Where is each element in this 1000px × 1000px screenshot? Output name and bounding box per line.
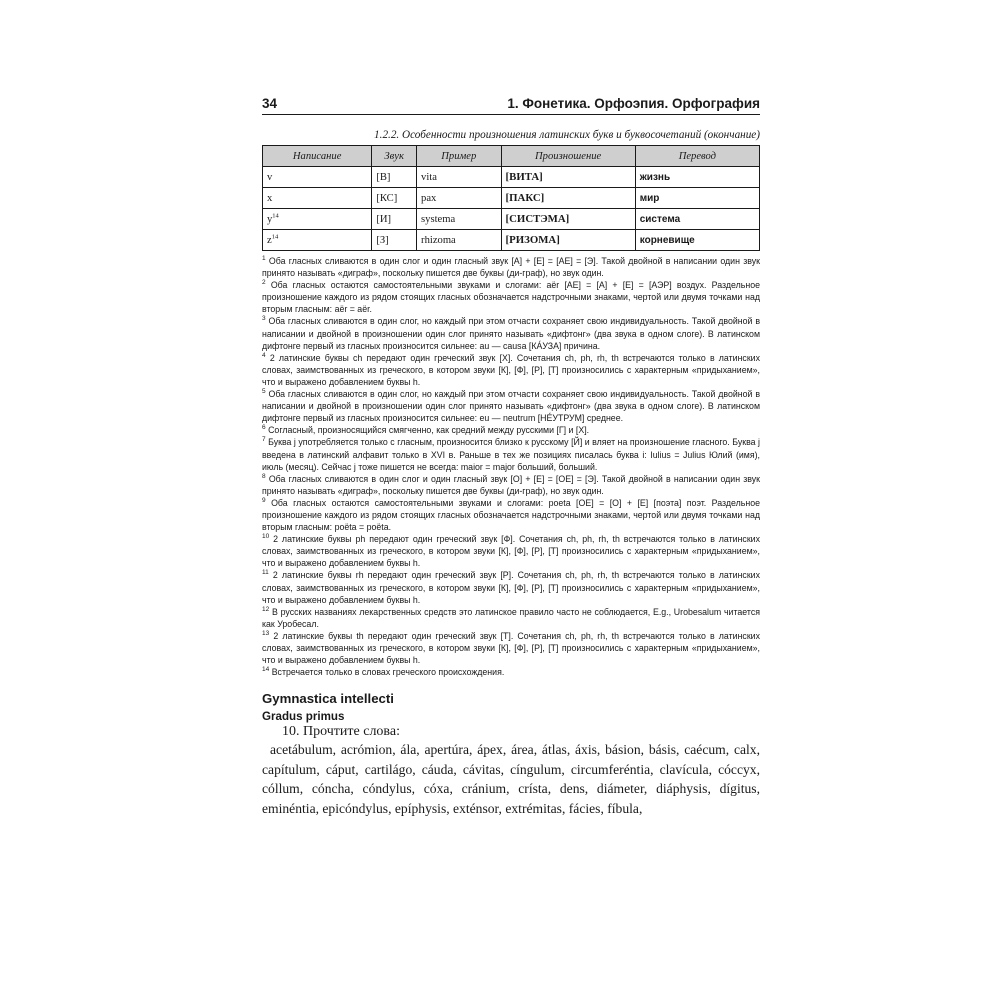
cell-translation: система <box>635 209 759 230</box>
footnote: $^9$ Оба гласных остаются самостоятельными звуками и слогами: poeta [ОЕ] = [О] + [Е] [поэта] поэт. Раздельное произношение каждого из рядом стоящих гласных обозначается надстрочными знаками, чертой или двумя точками над вторым гласным: poёta = poëta. <box>262 496 760 533</box>
chapter-title: 1. Фонетика. Орфоэпия. Орфография <box>507 96 760 111</box>
col-header-example: Пример <box>417 146 501 167</box>
footnote: $^{10}$ 2 латинские буквы ph передают один греческий звук [Ф]. Сочетания ch, ph, rh, th встречаются только в латинских словах, заимствованных из греческого, в котором звуки [К], [Ф], [Р], [Т] произносились с характерным «придыханием», что и выражено добавлением буквы h. <box>262 533 760 569</box>
footnote: $^{14}$ Встречается только в словах греческого происхождения. <box>262 666 505 678</box>
footnote: $^8$ Оба гласных сливаются в один слог и один гласный звук [О] + [Е] = [ОЕ] = [Э]. Такой двойной в написании один звук принято называть «диграф», поскольку пишется две буквы (ди-граф), но звук один. <box>262 472 760 496</box>
footnote: $^2$ Оба гласных остаются самостоятельными звуками и слогами: aër [АЕ] = [А] + [Е] = [АЭР] воздух. Раздельное произношение каждого из рядом стоящих гласных обозначается надстрочными знаками, чертой или двумя точками над вторым гласным: aёr = aër. <box>262 279 760 315</box>
cell-pronunciation: [СИСТЭМА] <box>501 209 635 230</box>
cell-letter: v <box>263 167 372 188</box>
footnote: $^3$ Оба гласных сливаются в один слог, но каждый при этом отчасти сохраняет свою индивидуальность. Такой двойной в написании и двойной в произношении один слог принято называть «дифтонг» (два звука в одном слоге). В латинском дифтонге первый из гласных произносится сильнее: au — causa [КА́УЗА] причина. <box>262 315 760 351</box>
cell-sound: [И] <box>372 209 417 230</box>
cell-letter: $z^{14}$ <box>263 230 372 251</box>
col-header-spelling: Написание <box>263 146 372 167</box>
exercise-words: acetábulum, acrómion, ála, apertúra, ápex, área, átlas, áxis, básion, básis, caécum, calx, capítulum, cáput, cartilágo, cáuda, cávitas, cíngulum, circumferéntia, clavícula, cóccyx, cóllum, cóncha, cóndylus, cóxa, cránium, crísta, dens, diámeter, diáphysis, dígitus, eminéntia, epicóndylus, epíphysis, exténsor, extrémitas, fácies, fíbula, <box>262 742 760 816</box>
cell-example: systema <box>417 209 501 230</box>
cell-letter: x <box>263 188 372 209</box>
page-header <box>262 96 760 115</box>
cell-example: pax <box>417 188 501 209</box>
exercise-task: 10. Прочтите слова: <box>282 724 400 740</box>
col-header-sound: Звук <box>372 146 417 167</box>
cell-translation: корневище <box>635 230 759 251</box>
cell-sound: [КС] <box>372 188 417 209</box>
cell-pronunciation: [ПАКС] <box>501 188 635 209</box>
footnote: $^{11}$ 2 латинские буквы rh передают один греческий звук [Р]. Сочетания ch, ph, rh, th встречаются только в латинских словах, заимствованных из греческого, в котором звуки [К], [Ф], [Р], [Т] произносились с характерным «придыханием», что и выражено добавлением буквы h. <box>262 569 760 605</box>
table-row <box>263 167 760 188</box>
col-header-pronunciation: Произношение <box>501 146 635 167</box>
cell-sound: [В] <box>372 167 417 188</box>
cell-pronunciation: [РИЗОМА] <box>501 230 635 251</box>
footnote: $^5$ Оба гласных сливаются в один слог, но каждый при этом отчасти сохраняет свою индивидуальность. Такой двойной в написании и двойной в произношении один слог принято называть «дифтонг» (два звука в одном слоге). В латинском дифтонге первый из гласных произносится сильнее: eu — neutrum [НЕ́УТРУМ] среднее. <box>262 388 760 424</box>
cell-pronunciation: [ВИТА] <box>501 167 635 188</box>
book-page <box>262 96 760 818</box>
table-header-row <box>263 146 760 167</box>
cell-sound: [З] <box>372 230 417 251</box>
footnote: $^6$ Согласный, произносящийся смягченно, как средний между русскими [Г] и [Х]. <box>262 424 590 436</box>
page-number: 34 <box>262 96 278 111</box>
col-header-translation: Перевод <box>635 146 759 167</box>
footnote: $^1$ Оба гласных сливаются в один слог и один гласный звук [А] + [Е] = [АЕ] = [Э]. Такой двойной в написании один звук принято называть «диграф», поскольку пишется две буквы (ди-граф), но звук один. <box>262 255 760 279</box>
footnote: $^7$ Буква j употребляется только с гласным, произносится близко к русскому [Й] и вляет на произношение гласного. Буква j введена в латинский алфавит только в XVI в. Раньше в тех же позициях писалась буква i: Iulius = Julius Юлий (имя), июль (месяц). Сейчас j тоже пишется не всегда: maior = major больший, больший. <box>262 436 760 472</box>
cell-translation: жизнь <box>635 167 759 188</box>
pronunciation-table <box>262 145 760 251</box>
cell-translation: мир <box>635 188 759 209</box>
footnote: $^{12}$ В русских названиях лекарственных средств это латинское правило часто не соблюдается, E.g., Urobesalum читается как Уробесал. <box>262 605 760 629</box>
exercise-subtitle: Gradus primus <box>262 710 345 724</box>
footnotes <box>262 255 760 678</box>
table-row <box>263 230 760 251</box>
exercise-title: Gymnastica intellecti <box>262 691 394 707</box>
footnote: $^{13}$ 2 латинские буквы th передают один греческий звук [Т]. Сочетания ch, ph, rh, th встречаются только в латинских словах, заимствованных из греческого, в котором звуки [К], [Ф], [Р], [Т] произносились с характерным «придыханием», что и выражено добавлением буквы h. <box>262 629 760 666</box>
cell-example: vita <box>417 167 501 188</box>
cell-example: rhizoma <box>417 230 501 251</box>
table-row <box>263 188 760 209</box>
table-caption: 1.2.2. Особенности произношения латинских букв и буквосочетаний (окончание) <box>374 129 760 141</box>
footnote: $^4$ 2 латинские буквы ch передают один греческий звук [Х]. Сочетания ch, ph, rh, th встречаются только в латинских словах, заимствованных из греческого, в котором звуки [К], [Ф], [Р], [Т] произносились с характерным «придыханием», что и выражено добавлением буквы h. <box>262 351 760 387</box>
cell-letter: $y^{14}$ <box>263 209 372 230</box>
table-row <box>263 209 760 230</box>
